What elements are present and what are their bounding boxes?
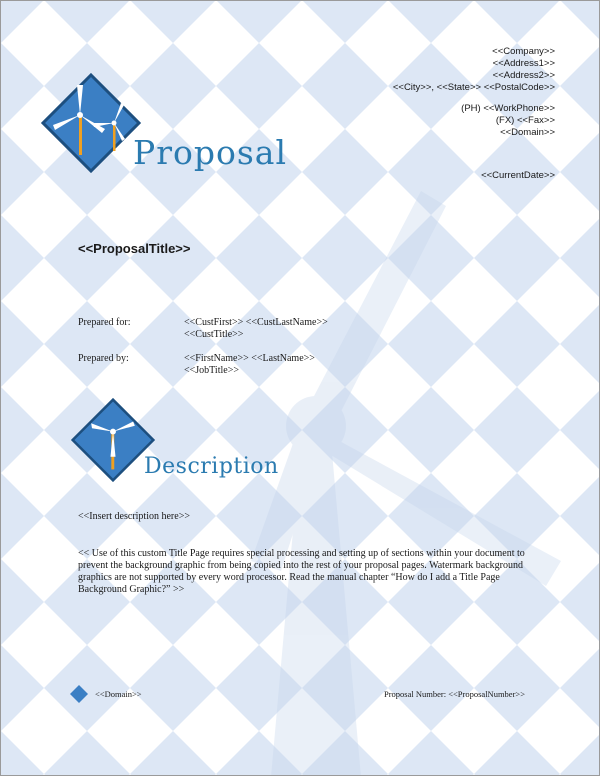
address-line-1: <<Address1>> <box>492 58 555 69</box>
header-domain: <<Domain>> <box>500 127 555 138</box>
author-name: <<FirstName>> <<LastName>> <box>184 353 315 364</box>
background-graphic-note: << Use of this custom Title Page requires special processing and setting up of sections within your document to prevent the background graphic from being copied into the rest of your proposal pages. Watermark background graphics are not supported by every word processor. Read the manual chapter “How do I add a Title Page Background Graphic?” >> <box>78 548 525 595</box>
proposal-number: Proposal Number: <<ProposalNumber>> <box>384 689 525 699</box>
proposal-heading: Proposal <box>133 133 288 172</box>
customer-title: <<CustTitle>> <box>184 329 244 340</box>
wind-turbine-logo-icon <box>41 73 141 173</box>
author-title: <<JobTitle>> <box>184 365 239 376</box>
footer-diamond-icon <box>70 685 88 703</box>
company-name: <<Company>> <box>492 46 555 57</box>
description-heading: Description <box>144 454 279 479</box>
current-date: <<CurrentDate>> <box>481 170 555 181</box>
city-state-postal: <<City>>, <<State>> <<PostalCode>> <box>392 82 555 93</box>
footer-domain: <<Domain>> <box>95 689 142 699</box>
description-turbine-icon <box>71 398 155 482</box>
work-phone: (PH) <<WorkPhone>> <box>461 103 555 114</box>
proposal-title: <<ProposalTitle>> <box>78 241 191 256</box>
customer-name: <<CustFirst>> <<CustLastName>> <box>184 317 328 328</box>
prepared-by-label: Prepared by: <box>78 353 129 364</box>
description-placeholder: <<Insert description here>> <box>78 511 190 522</box>
fax-number: (FX) <<Fax>> <box>495 115 555 126</box>
prepared-for-label: Prepared for: <box>78 317 131 328</box>
address-line-2: <<Address2>> <box>492 70 555 81</box>
